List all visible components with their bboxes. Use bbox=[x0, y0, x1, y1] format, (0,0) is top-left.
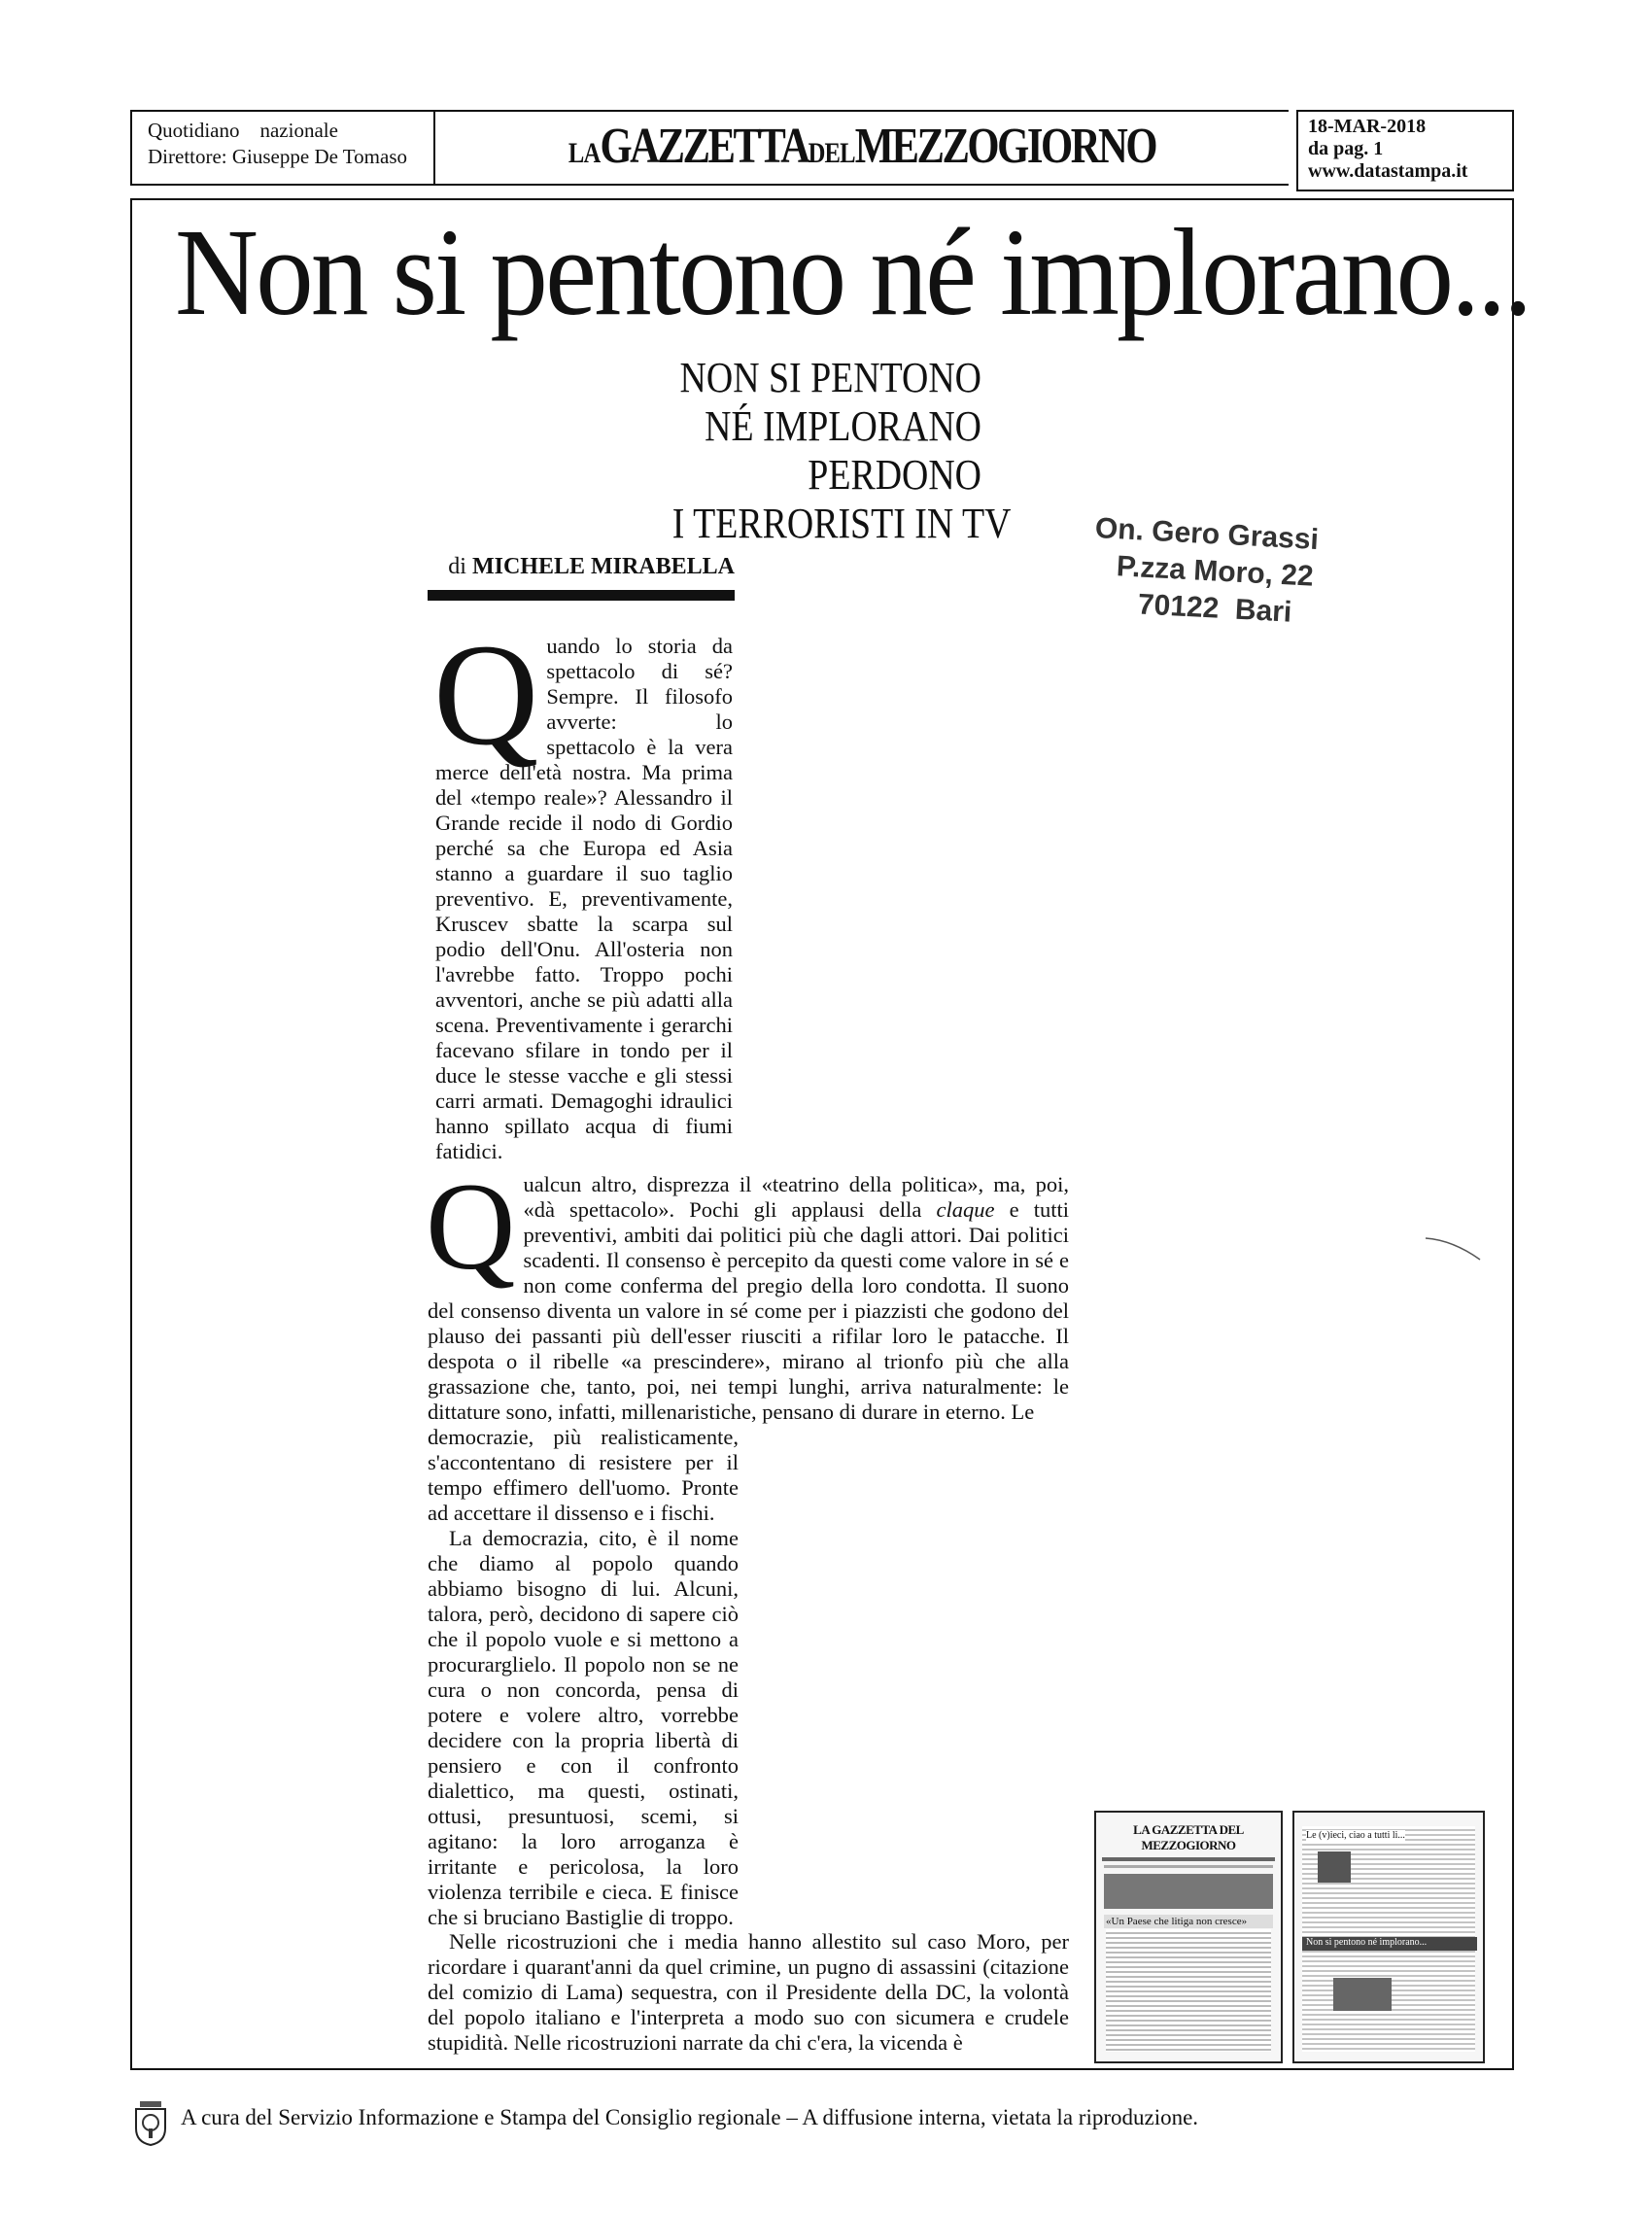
stamp-street: P.zza Moro, 22 bbox=[1116, 550, 1315, 593]
kicker-line-1: NON SI PENTONO bbox=[679, 354, 981, 401]
narrow-column bbox=[428, 1425, 739, 1930]
paragraph-1-text: uando lo storia da spettacolo di sé? Sempre. Il filosofo avverte: lo spettacolo è la vera merce dell'età nostra. Ma prima del «tempo reale»? Alessandro il Grande recide il nodo di Gordio perché sa che Europa ed Asia stanno a guardare il suo taglio preventivo. E, preventivamente, Kruscev sbatte la scarpa sul podio dell'Onu. All'osteria non l'avrebbe fatto. Troppo pochi avventori, anche se più adatti alla scena. Preventivamente i gerarchi facevano sfilare in tondo per il duce le stesse vacche e gli stessi carri armati. Demagoghi idraulici hanno spillato acqua di fiumi fatidici. bbox=[435, 634, 733, 1163]
paragraph-2 bbox=[426, 1158, 1069, 1425]
masthead-del: DEL bbox=[808, 137, 855, 169]
date-info bbox=[1296, 110, 1514, 191]
paragraph-4: La democrazia, cito, è il nome che diamo al popolo quando abbiamo bisogno di lui. Alcuni, talora, però, decidono di sapere ciò che il popolo vuole e si mettono a procurarglielo. Il popolo non se ne cura o non concorda, pensa di potere e volere altro, vorrebbe decidere con la propria libertà di pensiero e con il confronto dialettico, ma questi, ostinati, ottusi, presuntuosi, scemi, si agitano: la loro arroganza è irritante e pericolosa, la loro violenza terribile e cieca. E finisce che si bruciano Bastiglie di troppo. bbox=[428, 1526, 739, 1929]
kicker bbox=[671, 354, 1012, 548]
kicker-line-2: NÉ IMPLORANO bbox=[705, 402, 981, 450]
stamp-city: 70122 Bari bbox=[1137, 588, 1293, 629]
source-site: www.datastampa.it bbox=[1308, 160, 1468, 182]
kicker-line-3: PERDONO bbox=[808, 451, 981, 499]
footer-note: A cura del Servizio Informazione e Stampa del Consiglio regionale – A diffusione interna, vietata la riproduzione. bbox=[181, 2105, 1199, 2129]
paragraph-2-text-a: ualcun altro, disprezza il «teatrino della politica», ma, poi, «dà spettacolo». Pochi gli applausi della bbox=[523, 1172, 1069, 1222]
dropcap-2: Q bbox=[426, 1158, 516, 1296]
kicker-line-4: I TERRORISTI IN TV bbox=[671, 500, 1012, 547]
thumb-text-columns bbox=[1106, 1929, 1271, 2052]
paragraph-1 bbox=[433, 614, 733, 1164]
author-name: MICHELE MIRABELLA bbox=[471, 554, 735, 579]
address-stamp bbox=[1090, 510, 1388, 637]
publication-type: Quotidiano nazionale bbox=[148, 119, 338, 142]
pen-mark bbox=[1424, 1234, 1482, 1262]
stamp-name: On. Gero Grassi bbox=[1094, 511, 1320, 556]
thumb-photo bbox=[1104, 1874, 1273, 1909]
byline-rule bbox=[428, 590, 735, 601]
paragraph-2-text-b: e tutti preventivi, ambiti dai politici più che dagli attori. Dai politici scadenti. Il consenso è percepito da questi come valore in sé e non come conferma del pregio della loro condotta. Il suono del consenso diventa un valore in sé come per i piazzisti che godono del plauso dei passanti più dell'esser riusciti a rifilar loro le patacche. Il despota o il ribelle «a prescindere», mirano al trionfo più che alla grassazione che, tanto, poi, nei tempi lunghi, arriva naturalmente: le dittature sono, infatti, millenaristiche, pensano di durare in eterno. Le bbox=[428, 1197, 1069, 1424]
regional-council-emblem-icon bbox=[132, 2099, 169, 2146]
claque-word: claque bbox=[936, 1197, 995, 1222]
paragraph-5: Nelle ricostruzioni che i media hanno allestito sul caso Moro, per ricordare i quarant'anni da quel crimine, un pugno di assassini (citazione del comizio di Lama) sequestra, con il Presidente della DC, la volontà del popolo italiano e l'interpreta a modo suo con sicumera e crudele stupidità. Nelle ricostruzioni narrate da chi c'era, la vicenda è bbox=[428, 1929, 1069, 2055]
issue-date: 18-MAR-2018 bbox=[1308, 116, 1427, 137]
thumb2-banner: Non si pentono né implorano... bbox=[1302, 1937, 1477, 1951]
thumb2-portrait bbox=[1318, 1851, 1351, 1883]
inside-page-thumbnail bbox=[1292, 1811, 1485, 2063]
front-page-thumbnail bbox=[1094, 1811, 1283, 2063]
publication-info bbox=[130, 110, 435, 186]
director-line: Direttore: Giuseppe De Tomaso bbox=[148, 145, 407, 168]
masthead-la: LA bbox=[568, 137, 601, 169]
masthead-mezzogiorno: MEZZOGIORNO bbox=[854, 119, 1156, 174]
masthead-gazzetta: GAZZETTA bbox=[600, 119, 809, 174]
headline: Non si pentono né implorano... bbox=[175, 203, 1531, 341]
thumb-masthead: LA GAZZETTA DEL MEZZOGIORNO bbox=[1133, 1822, 1244, 1852]
thumb2-header: Le (v)ieci, ciao a tutti li... bbox=[1306, 1830, 1405, 1841]
dropcap-1: Q bbox=[433, 614, 539, 776]
byline-prefix: di bbox=[448, 554, 466, 579]
masthead bbox=[512, 118, 1212, 175]
thumb2-photo bbox=[1333, 1978, 1392, 2011]
byline bbox=[428, 554, 735, 580]
thumb-headline: «Un Paese che litiga non cresce» bbox=[1104, 1915, 1273, 1928]
masthead-box bbox=[435, 110, 1289, 186]
page-ref: da pag. 1 bbox=[1308, 138, 1384, 159]
paragraph-3: democrazie, più realisticamente, s'accontentano di resistere per il tempo effimero dell'uomo. Pronte ad accettare il dissenso e i fischi. bbox=[428, 1425, 739, 1525]
